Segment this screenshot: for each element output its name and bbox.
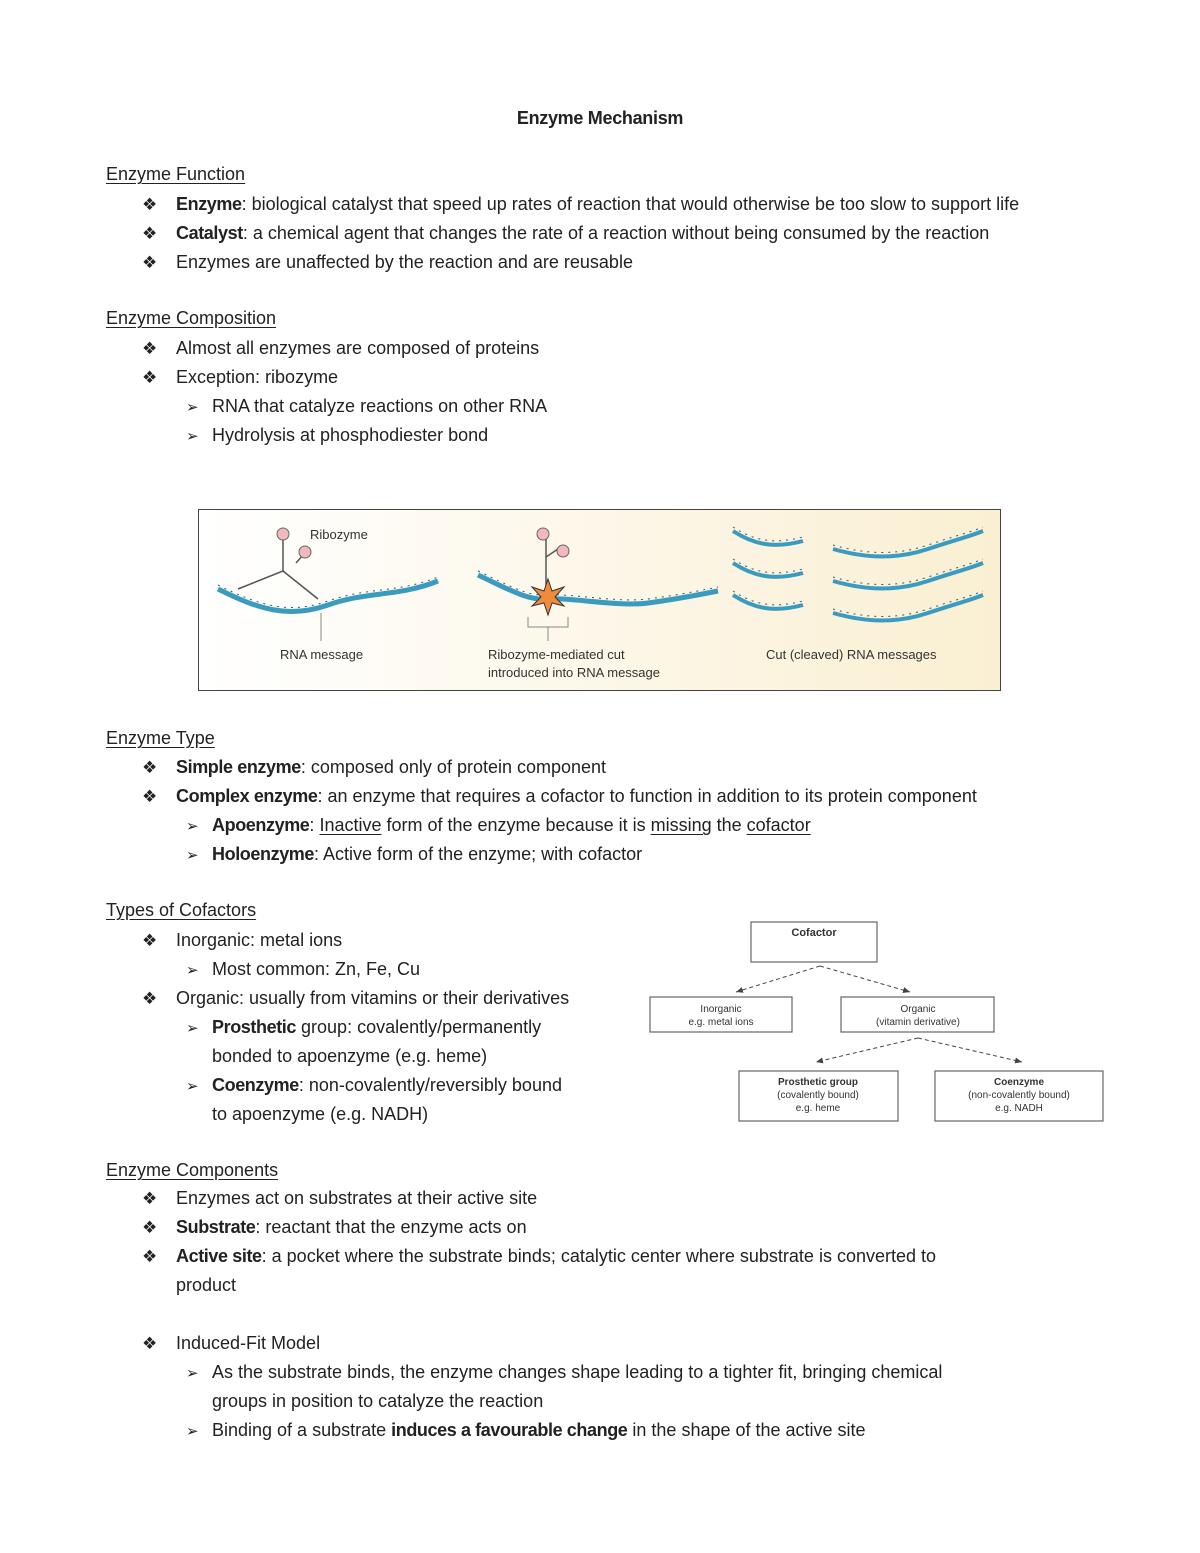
ribozyme-figure — [198, 509, 1001, 691]
coenzyme-label: Coenzyme — [993, 1077, 1045, 1088]
inorganic-label: Inorganic — [700, 1004, 742, 1015]
tighter-fit-continuation: groups in position to catalyze the reaction — [212, 1391, 544, 1411]
sub-bullet-holoenzyme: ➢ Holoenzyme: Active form of the enzyme; with cofactor — [186, 840, 642, 870]
organic-label: Organic — [900, 1004, 936, 1015]
bullet-active-site: ❖ Active site: a pocket where the substrate binds; catalytic center where substrate is converted to — [142, 1242, 936, 1271]
bullet-substrate: ❖ Substrate: reactant that the enzyme acts on — [142, 1213, 527, 1242]
cofactor-root-label: Cofactor — [791, 927, 837, 939]
sub-bullet-tighter-fit: ➢ As the substrate binds, the enzyme changes shape leading to a tighter fit, bringing chemical — [186, 1358, 942, 1388]
sub-bullet-common-metals: ➢ Most common: Zn, Fe, Cu — [186, 955, 420, 985]
bullet-induced-fit: ❖ Induced-Fit Model — [142, 1329, 320, 1358]
prosthetic-group-desc: (covalently bound) — [777, 1090, 859, 1101]
arrow-bullet-icon: ➢ — [186, 818, 199, 835]
bullet-proteins: ❖ Almost all enzymes are composed of proteins — [142, 334, 539, 363]
coenzyme-continuation: to apoenzyme (e.g. NADH) — [212, 1104, 429, 1124]
prosthetic-continuation: bonded to apoenzyme (e.g. heme) — [212, 1046, 488, 1066]
cut-label-line2: introduced into RNA message — [488, 665, 660, 680]
active-site-continuation: product — [176, 1275, 237, 1295]
coenzyme-example: e.g. NADH — [995, 1103, 1043, 1114]
prosthetic-group-example: e.g. heme — [795, 1103, 841, 1114]
sub-bullet-hydrolysis: ➢ Hydrolysis at phosphodiester bond — [186, 421, 488, 451]
diamond-bullet-icon: ❖ — [142, 931, 158, 950]
cut-label-line1: Ribozyme-mediated cut — [488, 647, 625, 662]
diamond-bullet-icon: ❖ — [142, 224, 158, 243]
arrow-bullet-icon: ➢ — [186, 1020, 199, 1037]
diamond-bullet-icon: ❖ — [142, 758, 158, 777]
section-heading-components: Enzyme Components — [106, 1160, 279, 1180]
sub-bullet-favourable-change: ➢ Binding of a substrate induces a favourable change in the shape of the active site — [186, 1416, 866, 1446]
arrow-bullet-icon: ➢ — [186, 1423, 199, 1440]
bullet-organic: ❖ Organic: usually from vitamins or their derivatives — [142, 984, 569, 1013]
sub-bullet-apoenzyme: ➢ Apoenzyme: Inactive form of the enzyme because it is missing the cofactor — [186, 811, 811, 841]
page-title: Enzyme Mechanism — [516, 108, 684, 128]
section-heading-type: Enzyme Type — [106, 728, 215, 748]
bullet-enzyme: ❖ Enzyme: biological catalyst that speed up rates of reaction that would otherwise be too slow to support life — [142, 190, 1019, 219]
sub-bullet-rna: ➢ RNA that catalyze reactions on other RNA — [186, 392, 547, 422]
diamond-bullet-icon: ❖ — [142, 1189, 158, 1208]
ribozyme-label: Ribozyme — [310, 527, 368, 542]
cleaved-label: Cut (cleaved) RNA messages — [766, 647, 937, 662]
bullet-complex-enzyme: ❖ Complex enzyme: an enzyme that requires a cofactor to function in addition to its protein component — [142, 782, 977, 811]
arrow-bullet-icon: ➢ — [186, 399, 199, 416]
diamond-bullet-icon: ❖ — [142, 1218, 158, 1237]
diamond-bullet-icon: ❖ — [142, 253, 158, 272]
diamond-bullet-icon: ❖ — [142, 989, 158, 1008]
bullet-catalyst: ❖ Catalyst: a chemical agent that changes the rate of a reaction without being consumed by the reaction — [142, 219, 989, 248]
bullet-exception: ❖ Exception: ribozyme — [142, 363, 338, 392]
organic-example: (vitamin derivative) — [876, 1017, 960, 1028]
arrow-bullet-icon: ➢ — [186, 428, 199, 445]
arrow-bullet-icon: ➢ — [186, 1078, 199, 1095]
arrow-bullet-icon: ➢ — [186, 847, 199, 864]
arrow-bullet-icon: ➢ — [186, 962, 199, 979]
rna-message-label: RNA message — [280, 647, 364, 662]
section-heading-function: Enzyme Function — [106, 164, 246, 184]
section-heading-composition: Enzyme Composition — [106, 308, 277, 328]
diamond-bullet-icon: ❖ — [142, 787, 158, 806]
diamond-bullet-icon: ❖ — [142, 195, 158, 214]
section-heading-cofactors: Types of Cofactors — [106, 900, 257, 920]
bullet-reusable: ❖ Enzymes are unaffected by the reaction and are reusable — [142, 248, 633, 277]
bullet-simple-enzyme: ❖ Simple enzyme: composed only of protein component — [142, 753, 606, 782]
diamond-bullet-icon: ❖ — [142, 1247, 158, 1266]
sub-bullet-coenzyme: ➢ Coenzyme: non-covalently/reversibly bound — [186, 1071, 562, 1101]
sub-bullet-prosthetic: ➢ Prosthetic group: covalently/permanently — [186, 1013, 541, 1043]
diamond-bullet-icon: ❖ — [142, 368, 158, 387]
coenzyme-desc: (non-covalently bound) — [968, 1090, 1070, 1101]
bullet-active-site-intro: ❖ Enzymes act on substrates at their active site — [142, 1184, 537, 1213]
bullet-inorganic: ❖ Inorganic: metal ions — [142, 926, 342, 955]
diamond-bullet-icon: ❖ — [142, 339, 158, 358]
inorganic-example: e.g. metal ions — [688, 1017, 754, 1028]
prosthetic-group-label: Prosthetic group — [777, 1077, 859, 1088]
diamond-bullet-icon: ❖ — [142, 1334, 158, 1353]
cofactor-tree-diagram — [648, 918, 1108, 1128]
arrow-bullet-icon: ➢ — [186, 1365, 199, 1382]
